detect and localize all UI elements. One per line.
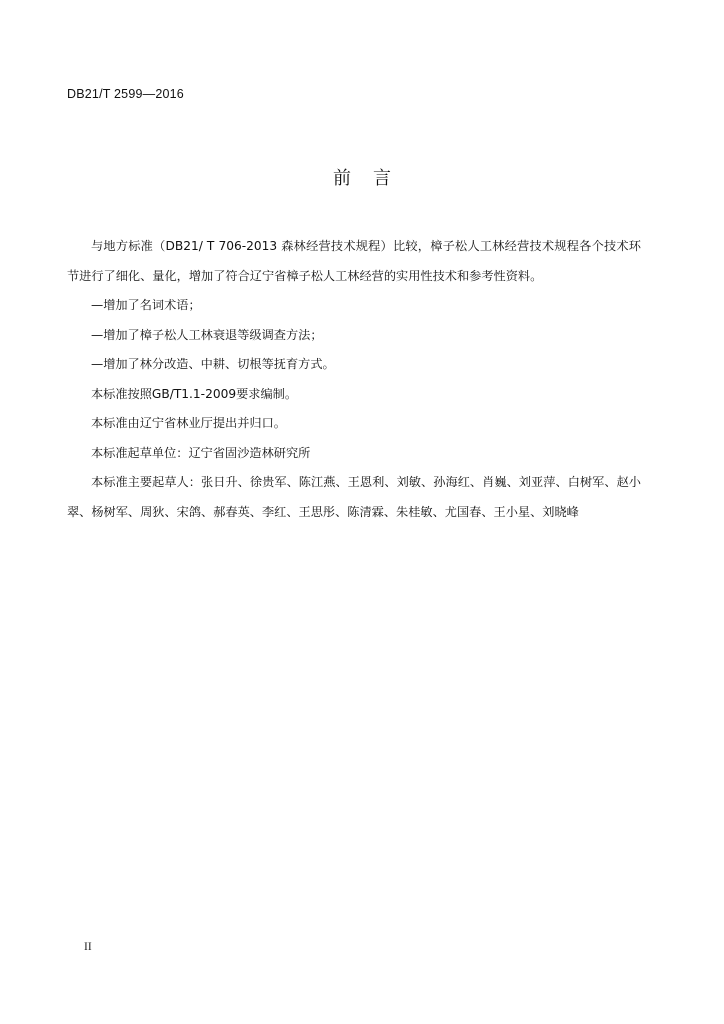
document-body — [67, 232, 641, 527]
drafting-unit-paragraph: 本标准起草单位：辽宁省固沙造林研究所 — [91, 445, 311, 460]
document-code: DB21/T 2599—2016 — [67, 87, 184, 101]
change-item-survey-method: —增加了樟子松人工林衰退等级调查方法； — [91, 327, 323, 342]
change-item-tending-methods: —增加了林分改造、中耕、切根等抚育方式。 — [91, 357, 335, 371]
page-number: II — [84, 941, 92, 953]
drafting-standard-paragraph: 本标准按照GB/T1.1-2009要求编制。 — [91, 386, 298, 401]
proposer-paragraph: 本标准由辽宁省林业厅提出并归口。 — [91, 416, 286, 430]
intro-paragraph: 与地方标准（DB21/ T 706-2013 森林经营技术规程）比较，樟子松人工林经营技术规程各个技术环节进行了细化、量化，增加了符合辽宁省樟子松人工林经营的实用性技术和参考性资料。 — [67, 239, 641, 283]
page-title: 前言 — [333, 168, 413, 189]
change-item-terms: —增加了名词术语； — [91, 298, 201, 312]
drafters-paragraph: 本标准主要起草人：张日升、徐贵军、陈江燕、王恩利、刘敏、孙海红、肖巍、刘亚萍、白树军、赵小翠、杨树军、周狄、宋鸽、郝春英、李红、王思彤、陈清霖、朱桂敏、尤国春、王小星、刘晓峰 — [67, 475, 641, 519]
